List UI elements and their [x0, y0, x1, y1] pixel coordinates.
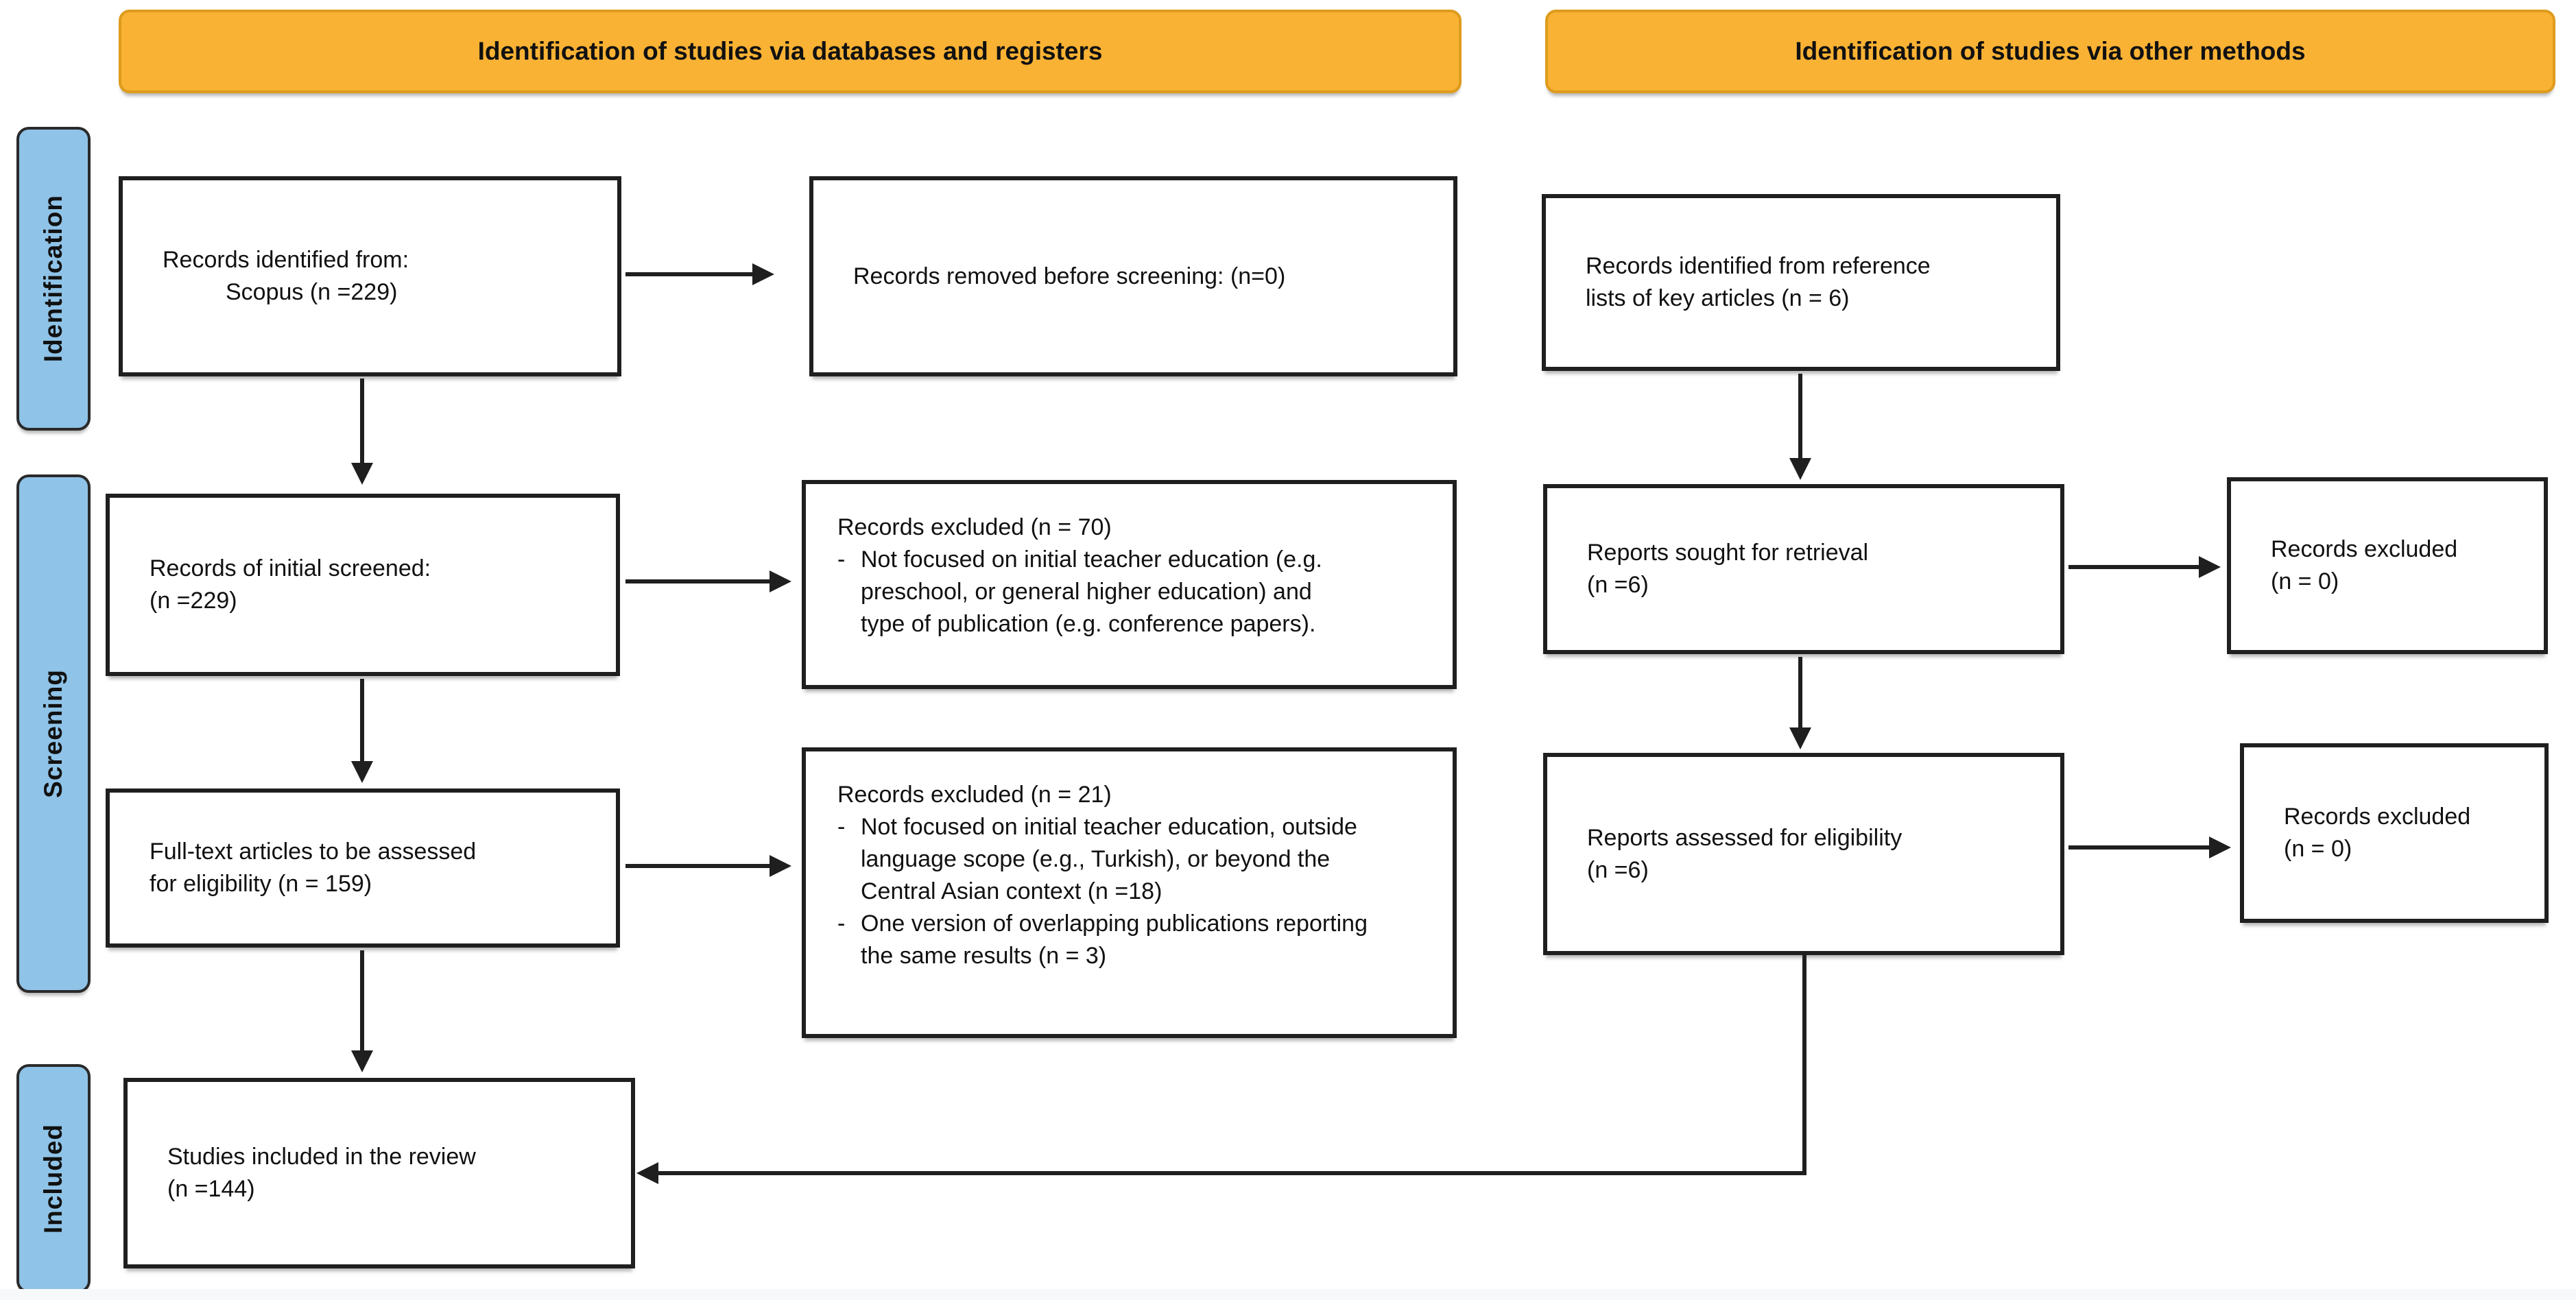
banner-other-methods	[1545, 10, 2555, 93]
arrow-reference-to-sought	[1798, 374, 1802, 459]
box-initial-screened	[106, 494, 620, 676]
bullet-dash: -	[837, 546, 846, 573]
box-records-identified-line1: Records identified from:	[163, 247, 409, 274]
box-studies-included	[123, 1078, 635, 1268]
box-initial-screened-line1: Records of initial screened:	[150, 555, 431, 582]
box-reports-assessed-line2: (n =6)	[1587, 856, 1649, 883]
box-records-removed-line1: Records removed before screening: (n=0)	[853, 263, 1286, 289]
box-reports-assessed	[1543, 753, 2064, 955]
arrow-sought-to-assessed	[1798, 657, 1802, 729]
box-fulltext-assessed	[106, 789, 620, 948]
box-fulltext-assessed-line2: for eligibility (n = 159)	[150, 871, 372, 897]
arrow-screened-to-fulltext	[360, 679, 364, 762]
box-reports-sought	[1543, 484, 2064, 654]
box-records-identified	[119, 176, 621, 376]
arrow-fulltext-to-excluded21	[625, 864, 770, 868]
box-reference-records	[1542, 194, 2060, 371]
elbow-assessed-to-included-vertical	[1802, 955, 1806, 1175]
bullet-dash: -	[837, 813, 846, 840]
box-records-excluded-retrieval-line1: Records excluded	[2271, 536, 2458, 563]
box-excluded-21-title: Records excluded (n = 21)	[837, 782, 1112, 808]
banner-databases-registers	[119, 10, 1462, 93]
box-excluded-21	[802, 747, 1457, 1038]
box-reports-assessed-line1: Reports assessed for eligibility	[1587, 824, 1903, 851]
arrow-identified-to-removed	[625, 272, 752, 276]
box-records-excluded-eligibility-line1: Records excluded	[2284, 804, 2471, 830]
box-excluded-21-bullet2	[837, 908, 1428, 972]
box-excluded-70-bullet	[837, 544, 1428, 640]
box-records-removed	[809, 176, 1457, 376]
box-excluded-21-bullet1-text: Not focused on initial teacher education, outside language scope (e.g., Turkish), or beyond the Central Asian context (n =18)	[861, 813, 1357, 904]
box-records-excluded-eligibility	[2240, 743, 2549, 923]
stage-identification	[16, 127, 91, 431]
arrow-assessed-to-excluded0b	[2068, 845, 2209, 850]
box-reference-records-line1: Records identified from reference	[1586, 253, 1931, 280]
box-records-excluded-retrieval-line2: (n = 0)	[2271, 568, 2339, 594]
box-excluded-70-bullet-text: Not focused on initial teacher education (e.g. preschool, or general higher education) and type of publication (e.g. conference papers).	[861, 546, 1322, 637]
box-reports-sought-line1: Reports sought for retrieval	[1587, 540, 1869, 566]
arrow-screened-to-excluded70	[625, 579, 770, 583]
box-studies-included-line2: (n =144)	[167, 1176, 255, 1202]
stage-included	[16, 1064, 91, 1293]
banner-databases-label: Identification of studies via databases and registers	[477, 37, 1103, 65]
banner-other-methods-label: Identification of studies via other methods	[1795, 37, 2306, 65]
box-records-excluded-retrieval	[2227, 477, 2548, 654]
box-fulltext-assessed-line1: Full-text articles to be assessed	[150, 839, 477, 865]
box-initial-screened-line2: (n =229)	[150, 588, 237, 614]
arrow-sought-to-excluded0a	[2068, 565, 2199, 569]
arrow-identified-to-screened	[360, 378, 364, 464]
elbow-assessed-to-included-horizontal	[658, 1171, 1806, 1175]
box-excluded-70	[802, 480, 1457, 689]
bullet-dash: -	[837, 910, 846, 937]
stage-screening	[16, 474, 91, 993]
stage-screening-label: Screening	[39, 669, 67, 798]
box-excluded-21-bullet2-text: One version of overlapping publications reporting the same results (n = 3)	[861, 910, 1368, 969]
arrow-fulltext-to-included	[360, 950, 364, 1052]
box-excluded-21-bullet1	[837, 811, 1428, 908]
box-reports-sought-line2: (n =6)	[1587, 572, 1649, 598]
box-studies-included-line1: Studies included in the review	[167, 1144, 476, 1170]
box-records-identified-line2: Scopus (n =229)	[226, 279, 398, 305]
box-excluded-70-title: Records excluded (n = 70)	[837, 514, 1112, 540]
box-records-excluded-eligibility-line2: (n = 0)	[2284, 836, 2352, 862]
box-reference-records-line2: lists of key articles (n = 6)	[1586, 285, 1850, 311]
stage-identification-label: Identification	[39, 195, 67, 363]
stage-included-label: Included	[39, 1123, 67, 1234]
bottom-edge	[0, 1289, 2576, 1300]
